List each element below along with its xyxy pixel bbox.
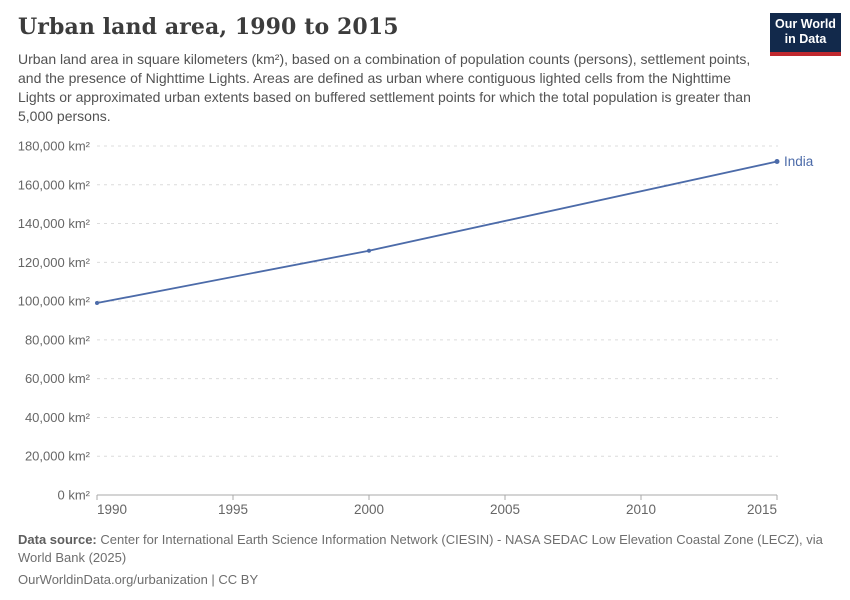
chart-header — [18, 14, 755, 126]
x-tick-label: 1995 — [217, 502, 249, 517]
x-tick-label: 2000 — [353, 502, 385, 517]
chart-footer — [18, 531, 832, 589]
y-tick-label: 0 km² — [57, 487, 90, 503]
y-tick-label: 100,000 km² — [17, 293, 90, 309]
data-point — [775, 159, 780, 164]
y-tick-label: 140,000 km² — [17, 216, 90, 232]
x-tick-label: 1990 — [97, 502, 128, 517]
y-tick-label: 60,000 km² — [24, 371, 90, 387]
owid-logo[interactable] — [770, 13, 841, 56]
y-tick-label: 20,000 km² — [24, 448, 90, 464]
y-tick-label: 180,000 km² — [17, 138, 90, 154]
x-tick-label: 2005 — [489, 502, 521, 517]
logo-text — [770, 13, 841, 52]
data-source-label: Data source: — [18, 532, 97, 547]
data-source-text: Center for International Earth Science Information Network (CIESIN) - NASA SEDAC Low Elevation Coastal Zone (LECZ), via World Bank (2025) — [18, 532, 823, 565]
logo-line1: Our World — [775, 17, 836, 31]
y-tick-label: 40,000 km² — [24, 409, 90, 425]
y-tick-label: 80,000 km² — [24, 332, 90, 348]
footer-links — [18, 571, 832, 589]
x-tick-label: 2010 — [625, 502, 657, 517]
data-point — [95, 301, 99, 305]
data-source-line — [18, 531, 824, 567]
cc-by-link[interactable]: CC BY — [218, 572, 259, 587]
series-label[interactable]: India — [784, 154, 814, 170]
y-tick-label: 120,000 km² — [17, 254, 90, 270]
logo-red-stripe — [770, 52, 841, 56]
x-tick-label: 2015 — [746, 502, 777, 517]
y-tick-label: 160,000 km² — [17, 177, 90, 193]
footer-separator: | — [207, 572, 219, 587]
owid-url-link[interactable]: OurWorldinData.org/urbanization — [18, 572, 208, 587]
chart-title: Urban land area, 1990 to 2015 — [18, 14, 399, 40]
data-point — [367, 249, 371, 253]
chart-subtitle: Urban land area in square kilometers (km²), based on a combination of population counts (persons), settlement points, and the presence of Nighttime Lights. Areas are defined as urban where contiguous lighted cells from the Nighttime Lights or approximated urban extents based on buffered settlement points for which the total population is greater than 5,000 persons. — [18, 51, 751, 124]
series-line-india[interactable] — [97, 162, 777, 304]
logo-line2: in Data — [784, 32, 827, 46]
